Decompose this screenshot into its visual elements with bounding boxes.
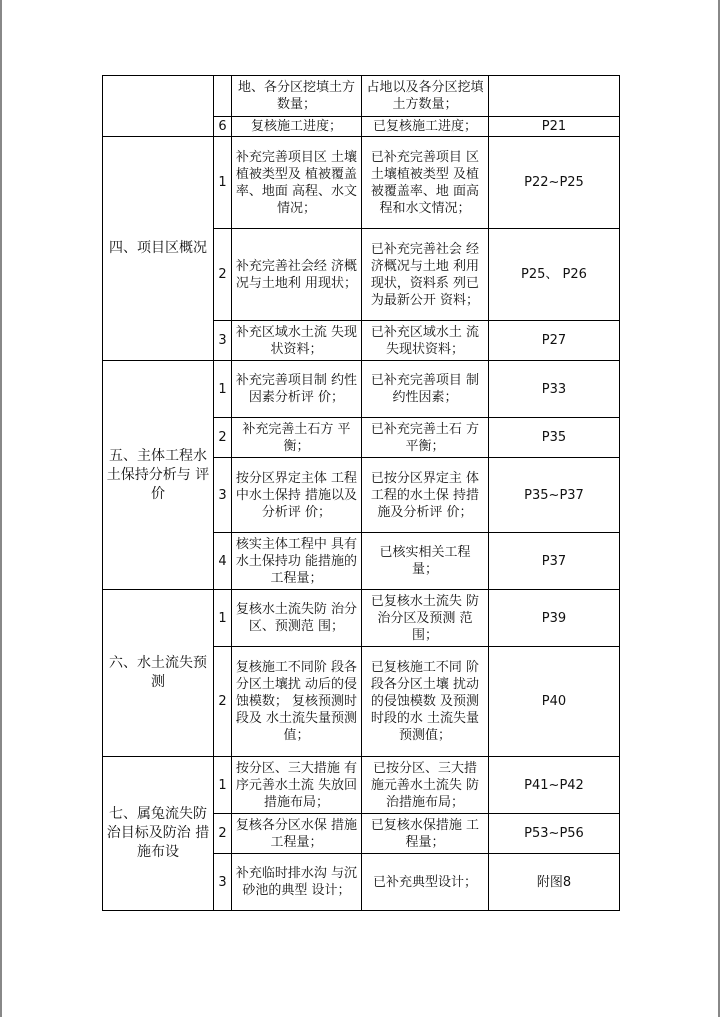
table-row (103, 137, 620, 229)
revision-response: 已按分区、三大措 施元善水土流失 防治措施布局； (362, 757, 489, 814)
page-reference: P40 (489, 647, 620, 757)
page-reference (489, 76, 620, 117)
page-reference: P53~P56 (489, 814, 620, 854)
revision-response: 占地以及各分区挖填土方数量； (362, 76, 489, 117)
item-number: 2 (214, 418, 232, 458)
page-reference: P37 (489, 533, 620, 590)
item-number: 3 (214, 458, 232, 533)
review-requirement: 复核各分区水保 措施工程量； (232, 814, 362, 854)
revision-response: 已核实相关工程 量； (362, 533, 489, 590)
item-number: 6 (214, 117, 232, 137)
revision-response: 已复核施工不同 阶段各分区土壤 扰动的侵蚀模数 及预测时段的水 土流失量预测值； (362, 647, 489, 757)
item-number: 1 (214, 137, 232, 229)
review-response-table (102, 75, 620, 911)
review-requirement: 补充完善社会经 济概况与土地利 用现状； (232, 229, 362, 321)
revision-response: 已补充完善项目 制约性因素； (362, 361, 489, 418)
page-reference: P35 (489, 418, 620, 458)
table-row (103, 590, 620, 647)
revision-response: 已补充典型设计； (362, 854, 489, 911)
revision-response: 已补充完善项目 区土壤植被类型 及植被覆盖率、地 面高程和水文情况； (362, 137, 489, 229)
section-title: 七、属兔流失防治目标及防治 措施布设 (103, 757, 214, 911)
item-number: 4 (214, 533, 232, 590)
review-requirement: 复核水土流失防 治分区、预测范 围； (232, 590, 362, 647)
review-requirement: 补充完善项目制 约性因素分析评 价； (232, 361, 362, 418)
revision-response: 已补充完善社会 经济概况与土地 利用现状，资料系 列已为最新公开 资料； (362, 229, 489, 321)
item-number (214, 76, 232, 117)
revision-response: 已按分区界定主 体工程的水土保 持措施及分析评 价； (362, 458, 489, 533)
review-requirement: 按分区界定主体 工程中水土保持 措施以及分析评 价； (232, 458, 362, 533)
review-requirement: 按分区、三大措施 有序元善水土流 失放回措施布局； (232, 757, 362, 814)
page-reference: 附图8 (489, 854, 620, 911)
page-reference: P41~P42 (489, 757, 620, 814)
review-requirement: 复核施工进度； (232, 117, 362, 137)
review-requirement: 补充临时排水沟 与沉砂池的典型 设计； (232, 854, 362, 911)
table-row (103, 76, 620, 117)
revision-response: 已补充区域水土 流失现状资料； (362, 321, 489, 361)
item-number: 2 (214, 814, 232, 854)
page-reference: P21 (489, 117, 620, 137)
page-reference: P25、 P26 (489, 229, 620, 321)
review-requirement: 补充完善土石方 平衡； (232, 418, 362, 458)
item-number: 3 (214, 854, 232, 911)
page-left-border (0, 0, 2, 1017)
page-reference: P22~P25 (489, 137, 620, 229)
item-number: 1 (214, 361, 232, 418)
section-title: 六、水土流失预测 (103, 590, 214, 757)
page-reference: P33 (489, 361, 620, 418)
item-number: 2 (214, 647, 232, 757)
item-number: 1 (214, 757, 232, 814)
table-row (103, 757, 620, 814)
revision-response: 已复核水保措施 工程量； (362, 814, 489, 854)
page-reference: P35~P37 (489, 458, 620, 533)
section-cell (103, 76, 214, 137)
review-requirement: 补充完善项目区 土壤植被类型及 植被覆盖率、地面 高程、水文情况； (232, 137, 362, 229)
item-number: 3 (214, 321, 232, 361)
section-title: 五、主体工程水土保持分析与 评价 (103, 361, 214, 590)
revision-response: 已复核施工进度； (362, 117, 489, 137)
page-reference: P39 (489, 590, 620, 647)
item-number: 2 (214, 229, 232, 321)
review-requirement: 补充区域水土流 失现状资料； (232, 321, 362, 361)
item-number: 1 (214, 590, 232, 647)
review-requirement: 复核施工不同阶 段各分区土壤扰 动后的侵蚀模数； 复核预测时段及 水土流失量预测 值； (232, 647, 362, 757)
table-row (103, 361, 620, 418)
review-requirement: 地、各分区挖填土方数量； (232, 76, 362, 117)
review-requirement: 核实主体工程中 具有水土保持功 能措施的工程量； (232, 533, 362, 590)
page-reference: P27 (489, 321, 620, 361)
revision-response: 已补充完善土石 方平衡； (362, 418, 489, 458)
revision-response: 已复核水土流失 防治分区及预测 范围； (362, 590, 489, 647)
section-title: 四、项目区概况 (103, 137, 214, 361)
